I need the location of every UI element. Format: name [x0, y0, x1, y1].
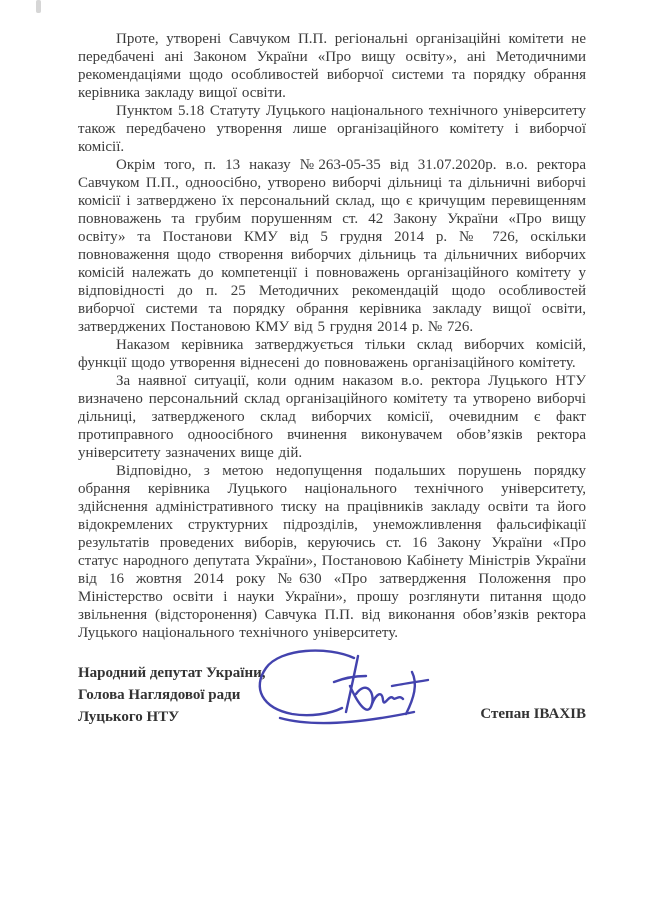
signature-block — [78, 658, 586, 768]
paragraph: Відповідно, з метою недопущення подальших порушень порядку обрання керівника Луцького національного технічного університету, здійснення адміністративного тиску на працівників закладу освіти та його відокремлених структурних підрозділів, унеможливлення фальсифікації результатів проведених виборів, керуючись ст. 16 Закону України «Про статус народного депутата України», Постановою Кабінету Міністрів України від 16 жовтня 2014 року №630 «Про затвердження Положення про Міністерство освіти і науки України», прошу розглянути питання щодо звільнення (відсторонення) Савчука П.П. від виконання обов’язків ректора Луцького національного технічного університету. — [78, 463, 586, 641]
paragraph: Наказом керівника затверджується тільки склад виборчих комісій, функції щодо утворення віднесені до повноважень організаційного комітету. — [78, 337, 586, 371]
signatory-title — [78, 662, 265, 728]
paragraph: За наявної ситуації, коли одним наказом в.о. ректора Луцького НТУ визначено персональний склад організаційного комітету та утворено виборчі дільниці, затвердженого склад виборчих комісії, очевидним є факт протиправного одноосібного вчинення виконувачем обов’язків ректора університету зазначених вище дій. — [78, 373, 586, 461]
scan-edge-artifact — [36, 0, 41, 13]
signatory-name: Степан ІВАХІВ — [480, 706, 586, 722]
signatory-title-line: Народний депутат України, — [78, 665, 266, 681]
paragraph: Окрім того, п. 13 наказу №263-05-35 від 31.07.2020р. в.о. ректора Савчуком П.П., одноосібно, утворено виборчі дільниці та дільничні виборчі комісії і затверджено їх персональний склад, що є кричущим перевищенням повноважень та грубим порушенням ст. 42 Закону України «Про вищу освіту» та Постанови КМУ від 5 грудня 2014 р. № 726, оскільки повноваження щодо створення виборчих дільниць та дільничних виборчих комісій належать до компетенції і повноважень організаційного комітету у відповідності до п. 25 Методичних рекомендацій щодо особливостей виборчої системи та порядку обрання керівника закладу вищої освіти, затверджених Постановою КМУ від 5 грудня 2014 р. № 726. — [78, 157, 586, 335]
paragraph: Проте, утворені Савчуком П.П. регіональні організаційні комітети не передбачені ані Законом України «Про вищу освіту», ані Методичними рекомендаціями щодо особливостей виборчої системи та порядку обрання керівника закладу вищої освіти. — [78, 31, 586, 101]
signatory-title-line: Голова Наглядової ради — [78, 687, 241, 703]
signatory-title-line: Луцького НТУ — [78, 709, 180, 725]
paragraph: Пунктом 5.18 Статуту Луцького національного технічного університету також передбачено утворення лише організаційного комітету і виборчої комісії. — [78, 103, 586, 155]
handwritten-signature — [246, 642, 442, 746]
document-body — [78, 30, 586, 642]
